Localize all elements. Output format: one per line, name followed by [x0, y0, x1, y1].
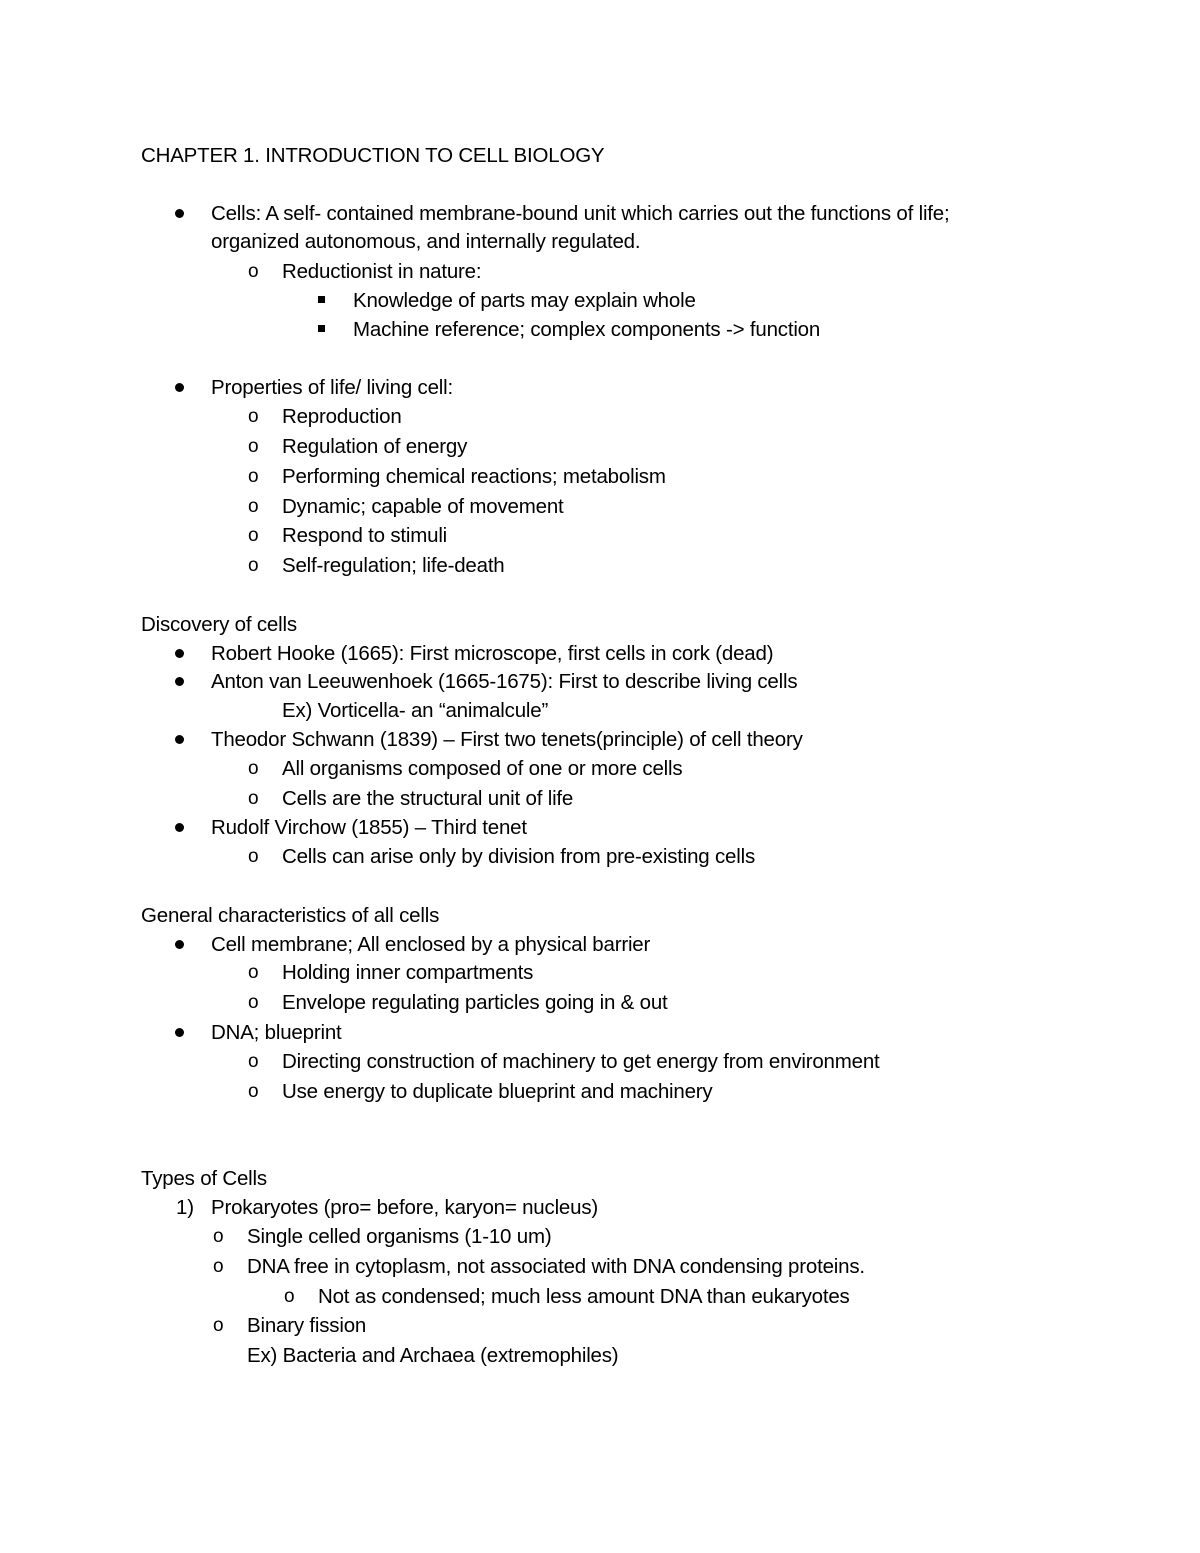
property-item: Performing chemical reactions; metabolism	[282, 465, 666, 488]
hollow-bullet-icon: o	[248, 466, 259, 487]
subsub-item: Knowledge of parts may explain whole	[353, 289, 696, 312]
hollow-bullet-icon: o	[248, 788, 259, 809]
hollow-bullet-icon: o	[248, 525, 259, 546]
property-item: Regulation of energy	[282, 435, 468, 458]
hollow-bullet-icon: o	[248, 992, 259, 1013]
hollow-bullet-icon: o	[248, 406, 259, 427]
bullet-icon	[175, 940, 184, 949]
hollow-bullet-icon: o	[213, 1226, 224, 1247]
membrane-subitem: Holding inner compartments	[282, 961, 534, 984]
property-item: Respond to stimuli	[282, 524, 448, 547]
property-item: Reproduction	[282, 405, 402, 428]
property-item: Self-regulation; life-death	[282, 554, 505, 577]
bullet-icon	[175, 677, 184, 686]
leeuwenhoek-example: Ex) Vorticella- an “animalcule”	[282, 699, 549, 722]
hollow-bullet-icon: o	[248, 261, 259, 282]
hollow-bullet-icon: o	[248, 758, 259, 779]
hollow-bullet-icon: o	[248, 555, 259, 576]
cells-definition-line1: Cells: A self- contained membrane-bound unit which carries out the functions of life;	[211, 202, 950, 225]
hollow-bullet-icon: o	[248, 962, 259, 983]
schwann-item: Theodor Schwann (1839) – First two tenets(principle) of cell theory	[211, 728, 803, 751]
prokaryote-subitem: Single celled organisms (1-10 um)	[247, 1225, 552, 1248]
dna-subitem: Use energy to duplicate blueprint and machinery	[282, 1080, 713, 1103]
bullet-icon	[175, 649, 184, 658]
prokaryote-example: Ex) Bacteria and Archaea (extremophiles)	[247, 1344, 619, 1367]
leeuwenhoek-item: Anton van Leeuwenhoek (1665-1675): First to describe living cells	[211, 670, 798, 693]
hollow-bullet-icon: o	[248, 496, 259, 517]
square-bullet-icon	[318, 296, 325, 303]
subsub-item: Machine reference; complex components -> function	[353, 318, 821, 341]
schwann-subitem: All organisms composed of one or more cells	[282, 757, 683, 780]
hollow-bullet-icon: o	[248, 436, 259, 457]
dna-item: DNA; blueprint	[211, 1021, 342, 1044]
square-bullet-icon	[318, 325, 325, 332]
hollow-bullet-icon: o	[248, 1081, 259, 1102]
dna-condensed-subitem: Not as condensed; much less amount DNA than eukaryotes	[318, 1285, 850, 1308]
general-heading: General characteristics of all cells	[141, 904, 440, 927]
prokaryote-subitem: DNA free in cytoplasm, not associated with DNA condensing proteins.	[247, 1255, 865, 1278]
discovery-heading: Discovery of cells	[141, 613, 297, 636]
bullet-icon	[175, 383, 184, 392]
hollow-bullet-icon: o	[248, 1051, 259, 1072]
binary-fission-item: Binary fission	[247, 1314, 367, 1337]
schwann-subitem: Cells are the structural unit of life	[282, 787, 574, 810]
list-number: 1)	[176, 1196, 194, 1219]
dna-subitem: Directing construction of machinery to get energy from environment	[282, 1050, 880, 1073]
hooke-item: Robert Hooke (1665): First microscope, first cells in cork (dead)	[211, 642, 774, 665]
prokaryotes-item: Prokaryotes (pro= before, karyon= nucleus)	[211, 1196, 598, 1219]
types-heading: Types of Cells	[141, 1167, 267, 1190]
properties-heading: Properties of life/ living cell:	[211, 376, 453, 399]
membrane-item: Cell membrane; All enclosed by a physical barrier	[211, 933, 651, 956]
cells-definition-line2: organized autonomous, and internally regulated.	[211, 230, 641, 253]
virchow-subitem: Cells can arise only by division from pre-existing cells	[282, 845, 756, 868]
hollow-bullet-icon: o	[213, 1315, 224, 1336]
hollow-bullet-icon: o	[213, 1256, 224, 1277]
bullet-icon	[175, 209, 184, 218]
property-item: Dynamic; capable of movement	[282, 495, 564, 518]
reductionist-item: Reductionist in nature:	[282, 260, 482, 283]
bullet-icon	[175, 1028, 184, 1037]
bullet-icon	[175, 823, 184, 832]
virchow-item: Rudolf Virchow (1855) – Third tenet	[211, 816, 527, 839]
hollow-bullet-icon: o	[248, 846, 259, 867]
bullet-icon	[175, 735, 184, 744]
hollow-bullet-icon: o	[284, 1286, 295, 1307]
chapter-title: CHAPTER 1. INTRODUCTION TO CELL BIOLOGY	[141, 144, 605, 167]
membrane-subitem: Envelope regulating particles going in & out	[282, 991, 668, 1014]
